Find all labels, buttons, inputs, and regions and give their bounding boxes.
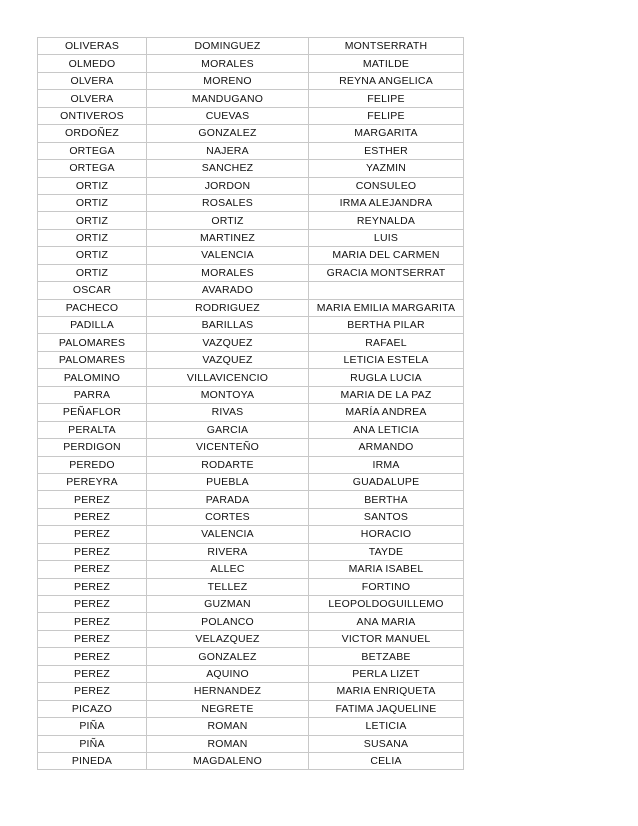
given-names-cell: GUADALUPE bbox=[309, 473, 464, 490]
given-names-cell: MARGARITA bbox=[309, 125, 464, 142]
table-row bbox=[38, 72, 464, 89]
table-row bbox=[38, 439, 464, 456]
surname-1-cell: PEREZ bbox=[38, 561, 147, 578]
table-row bbox=[38, 369, 464, 386]
given-names-cell: MARÍA ANDREA bbox=[309, 404, 464, 421]
given-names-cell: REYNA ANGELICA bbox=[309, 72, 464, 89]
surname-2-cell: SANCHEZ bbox=[147, 160, 309, 177]
surname-1-cell: PEREDO bbox=[38, 456, 147, 473]
given-names-cell: SANTOS bbox=[309, 508, 464, 525]
names-table bbox=[37, 37, 464, 770]
surname-1-cell: PERALTA bbox=[38, 421, 147, 438]
given-names-cell: RAFAEL bbox=[309, 334, 464, 351]
surname-1-cell: PIÑA bbox=[38, 718, 147, 735]
surname-1-cell: PEREZ bbox=[38, 665, 147, 682]
table-row bbox=[38, 491, 464, 508]
given-names-cell: MATILDE bbox=[309, 55, 464, 72]
surname-2-cell: CORTES bbox=[147, 508, 309, 525]
surname-2-cell: MANDUGANO bbox=[147, 90, 309, 107]
surname-2-cell: HERNANDEZ bbox=[147, 683, 309, 700]
table-row bbox=[38, 700, 464, 717]
surname-2-cell: GONZALEZ bbox=[147, 648, 309, 665]
surname-1-cell: OSCAR bbox=[38, 282, 147, 299]
surname-2-cell: GUZMAN bbox=[147, 596, 309, 613]
given-names-cell: LETICIA ESTELA bbox=[309, 351, 464, 368]
surname-2-cell: MORENO bbox=[147, 72, 309, 89]
given-names-cell: MARIA ISABEL bbox=[309, 561, 464, 578]
table-row bbox=[38, 177, 464, 194]
table-row bbox=[38, 404, 464, 421]
table-row bbox=[38, 282, 464, 299]
table-row bbox=[38, 752, 464, 769]
given-names-cell: LUIS bbox=[309, 229, 464, 246]
surname-2-cell: MAGDALENO bbox=[147, 752, 309, 769]
names-table-body bbox=[38, 38, 464, 770]
table-row bbox=[38, 125, 464, 142]
surname-1-cell: PINEDA bbox=[38, 752, 147, 769]
surname-2-cell: GONZALEZ bbox=[147, 125, 309, 142]
table-row bbox=[38, 386, 464, 403]
surname-1-cell: ORTEGA bbox=[38, 142, 147, 159]
given-names-cell: FATIMA JAQUELINE bbox=[309, 700, 464, 717]
surname-2-cell: AQUINO bbox=[147, 665, 309, 682]
table-row bbox=[38, 90, 464, 107]
surname-2-cell: VALENCIA bbox=[147, 526, 309, 543]
given-names-cell: YAZMIN bbox=[309, 160, 464, 177]
surname-2-cell: RODARTE bbox=[147, 456, 309, 473]
given-names-cell: IRMA bbox=[309, 456, 464, 473]
surname-2-cell: RIVAS bbox=[147, 404, 309, 421]
given-names-cell: CELIA bbox=[309, 752, 464, 769]
given-names-cell: BETZABE bbox=[309, 648, 464, 665]
surname-2-cell: PUEBLA bbox=[147, 473, 309, 490]
surname-1-cell: PEREZ bbox=[38, 491, 147, 508]
given-names-cell bbox=[309, 282, 464, 299]
table-row bbox=[38, 299, 464, 316]
table-row bbox=[38, 508, 464, 525]
table-row bbox=[38, 334, 464, 351]
given-names-cell: GRACIA MONTSERRAT bbox=[309, 264, 464, 281]
surname-1-cell: PALOMINO bbox=[38, 369, 147, 386]
surname-2-cell: AVARADO bbox=[147, 282, 309, 299]
table-row bbox=[38, 247, 464, 264]
given-names-cell: FELIPE bbox=[309, 90, 464, 107]
given-names-cell: ANA LETICIA bbox=[309, 421, 464, 438]
table-row bbox=[38, 421, 464, 438]
given-names-cell: MARIA EMILIA MARGARITA bbox=[309, 299, 464, 316]
surname-2-cell: MARTINEZ bbox=[147, 229, 309, 246]
surname-1-cell: PICAZO bbox=[38, 700, 147, 717]
surname-2-cell: ORTIZ bbox=[147, 212, 309, 229]
table-row bbox=[38, 630, 464, 647]
surname-1-cell: PARRA bbox=[38, 386, 147, 403]
surname-1-cell: PADILLA bbox=[38, 317, 147, 334]
table-row bbox=[38, 264, 464, 281]
table-row bbox=[38, 38, 464, 55]
table-row bbox=[38, 317, 464, 334]
table-row bbox=[38, 142, 464, 159]
surname-1-cell: ORTIZ bbox=[38, 264, 147, 281]
given-names-cell: MARIA ENRIQUETA bbox=[309, 683, 464, 700]
given-names-cell: ARMANDO bbox=[309, 439, 464, 456]
given-names-cell: HORACIO bbox=[309, 526, 464, 543]
surname-2-cell: GARCIA bbox=[147, 421, 309, 438]
surname-1-cell: PEREYRA bbox=[38, 473, 147, 490]
given-names-cell: RUGLA LUCIA bbox=[309, 369, 464, 386]
surname-1-cell: PEREZ bbox=[38, 543, 147, 560]
table-row bbox=[38, 160, 464, 177]
given-names-cell: IRMA ALEJANDRA bbox=[309, 194, 464, 211]
given-names-cell: ANA MARIA bbox=[309, 613, 464, 630]
surname-2-cell: VILLAVICENCIO bbox=[147, 369, 309, 386]
surname-2-cell: TELLEZ bbox=[147, 578, 309, 595]
surname-2-cell: VAZQUEZ bbox=[147, 351, 309, 368]
surname-2-cell: ALLEC bbox=[147, 561, 309, 578]
given-names-cell: BERTHA bbox=[309, 491, 464, 508]
surname-2-cell: VALENCIA bbox=[147, 247, 309, 264]
surname-1-cell: ONTIVEROS bbox=[38, 107, 147, 124]
surname-1-cell: PEREZ bbox=[38, 630, 147, 647]
surname-1-cell: PALOMARES bbox=[38, 334, 147, 351]
table-row bbox=[38, 683, 464, 700]
surname-2-cell: NEGRETE bbox=[147, 700, 309, 717]
surname-2-cell: JORDON bbox=[147, 177, 309, 194]
surname-2-cell: RODRIGUEZ bbox=[147, 299, 309, 316]
surname-1-cell: PIÑA bbox=[38, 735, 147, 752]
surname-1-cell: OLMEDO bbox=[38, 55, 147, 72]
surname-2-cell: RIVERA bbox=[147, 543, 309, 560]
surname-2-cell: MONTOYA bbox=[147, 386, 309, 403]
surname-2-cell: ROMAN bbox=[147, 718, 309, 735]
names-sheet bbox=[37, 37, 463, 770]
surname-1-cell: PEREZ bbox=[38, 683, 147, 700]
surname-2-cell: MORALES bbox=[147, 55, 309, 72]
given-names-cell: VICTOR MANUEL bbox=[309, 630, 464, 647]
table-row bbox=[38, 229, 464, 246]
surname-1-cell: PEREZ bbox=[38, 526, 147, 543]
surname-2-cell: VELAZQUEZ bbox=[147, 630, 309, 647]
surname-2-cell: BARILLAS bbox=[147, 317, 309, 334]
surname-1-cell: ORTIZ bbox=[38, 247, 147, 264]
given-names-cell: REYNALDA bbox=[309, 212, 464, 229]
given-names-cell: BERTHA PILAR bbox=[309, 317, 464, 334]
table-row bbox=[38, 718, 464, 735]
given-names-cell: PERLA LIZET bbox=[309, 665, 464, 682]
surname-1-cell: ORDOÑEZ bbox=[38, 125, 147, 142]
surname-1-cell: OLIVERAS bbox=[38, 38, 147, 55]
given-names-cell: SUSANA bbox=[309, 735, 464, 752]
surname-1-cell: ORTEGA bbox=[38, 160, 147, 177]
table-row bbox=[38, 561, 464, 578]
table-row bbox=[38, 212, 464, 229]
given-names-cell: MARIA DEL CARMEN bbox=[309, 247, 464, 264]
surname-2-cell: ROSALES bbox=[147, 194, 309, 211]
given-names-cell: MONTSERRATH bbox=[309, 38, 464, 55]
surname-1-cell: ORTIZ bbox=[38, 229, 147, 246]
surname-1-cell: OLVERA bbox=[38, 90, 147, 107]
surname-2-cell: POLANCO bbox=[147, 613, 309, 630]
surname-1-cell: PEREZ bbox=[38, 648, 147, 665]
surname-2-cell: ROMAN bbox=[147, 735, 309, 752]
surname-1-cell: PEÑAFLOR bbox=[38, 404, 147, 421]
surname-2-cell: NAJERA bbox=[147, 142, 309, 159]
given-names-cell: LEOPOLDOGUILLEMO bbox=[309, 596, 464, 613]
given-names-cell: FORTINO bbox=[309, 578, 464, 595]
table-row bbox=[38, 648, 464, 665]
surname-1-cell: PEREZ bbox=[38, 578, 147, 595]
given-names-cell: LETICIA bbox=[309, 718, 464, 735]
surname-1-cell: OLVERA bbox=[38, 72, 147, 89]
surname-2-cell: VICENTEÑO bbox=[147, 439, 309, 456]
table-row bbox=[38, 665, 464, 682]
table-row bbox=[38, 613, 464, 630]
table-row bbox=[38, 526, 464, 543]
table-row bbox=[38, 351, 464, 368]
table-row bbox=[38, 107, 464, 124]
surname-1-cell: ORTIZ bbox=[38, 177, 147, 194]
surname-1-cell: ORTIZ bbox=[38, 194, 147, 211]
table-row bbox=[38, 596, 464, 613]
surname-1-cell: PEREZ bbox=[38, 508, 147, 525]
table-row bbox=[38, 456, 464, 473]
table-row bbox=[38, 194, 464, 211]
given-names-cell: FELIPE bbox=[309, 107, 464, 124]
surname-1-cell: PERDIGON bbox=[38, 439, 147, 456]
given-names-cell: CONSULEO bbox=[309, 177, 464, 194]
surname-2-cell: DOMINGUEZ bbox=[147, 38, 309, 55]
given-names-cell: MARIA DE LA PAZ bbox=[309, 386, 464, 403]
surname-1-cell: PALOMARES bbox=[38, 351, 147, 368]
table-row bbox=[38, 735, 464, 752]
given-names-cell: TAYDE bbox=[309, 543, 464, 560]
surname-1-cell: ORTIZ bbox=[38, 212, 147, 229]
surname-2-cell: MORALES bbox=[147, 264, 309, 281]
surname-1-cell: PEREZ bbox=[38, 613, 147, 630]
surname-2-cell: PARADA bbox=[147, 491, 309, 508]
table-row bbox=[38, 543, 464, 560]
surname-2-cell: CUEVAS bbox=[147, 107, 309, 124]
table-row bbox=[38, 473, 464, 490]
table-row bbox=[38, 578, 464, 595]
surname-1-cell: PEREZ bbox=[38, 596, 147, 613]
table-row bbox=[38, 55, 464, 72]
given-names-cell: ESTHER bbox=[309, 142, 464, 159]
surname-2-cell: VAZQUEZ bbox=[147, 334, 309, 351]
surname-1-cell: PACHECO bbox=[38, 299, 147, 316]
